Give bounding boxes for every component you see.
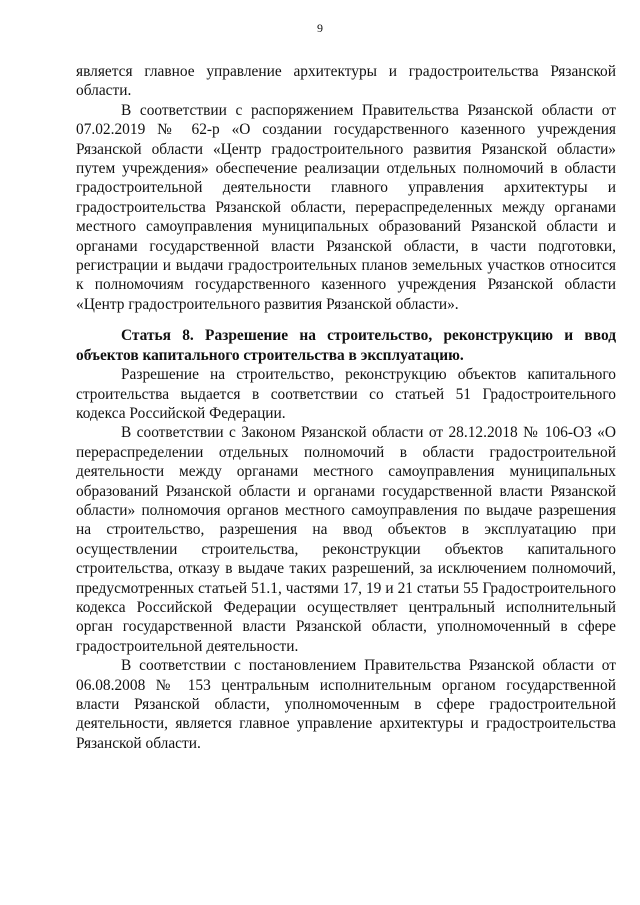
paragraph-postanovlenie-153: В соответствии с постановлением Правительства Рязанской области от 06.08.2008 № 153 центральным исполнительным органом государственной власти Рязанской области, уполномоченным в сфере градостроительной деятельности, является главное управление архитектуры и градостроительства Рязанской области. <box>76 657 616 752</box>
page-number: 9 <box>317 21 323 35</box>
paragraph-permit-issuance: Разрешение на строительство, реконструкцию объектов капитального строительства выдается в соответствии со статьей 51 Градостроительного кодекса Российской Федерации. <box>76 366 616 422</box>
paragraph-continuation: является главное управление архитектуры и градостроительства Рязанской области. <box>76 63 616 100</box>
document-body <box>76 62 616 753</box>
paragraph-rasporyazhenie: В соответствии с распоряжением Правительства Рязанской области от 07.02.2019 № 62-р «О создании государственного казенного учреждения Рязанской области «Центр градостроительного развития Рязанской области» путем учреждения» обеспечение реализации отдельных полномочий в области градостроительной деятельности главного управления архитектуры и градостроительства Рязанской области, перераспределенных между органами местного самоуправления муниципальных образований Рязанской области и органами государственной власти Рязанской области, в части подготовки, регистрации и выдачи градостроительных планов земельных участков относится к полномочиям государственного казенного учреждения Рязанской области «Центр градостроительного развития Рязанской области». <box>76 101 616 313</box>
paragraph-law-106-oz: В соответствии с Законом Рязанской области от 28.12.2018 № 106-ОЗ «О перераспределении отдельных полномочий в области градостроительной деятельности между органами местного самоуправления муниципальных образований Рязанской области и органами государственной власти Рязанской области» полномочия органов местного самоуправления по выдаче разрешения на строительство, разрешения на ввод объектов в эксплуатацию при осуществлении строительства, реконструкции объектов капитального строительства, отказу в выдаче таких разрешений, за исключением полномочий, предусмотренных статьей 51.1, частями 17, 19 и 21 статьи 55 Градостроительного кодекса Российской Федерации осуществляет центральный исполнительный орган государственной власти Рязанской области, уполномоченный в сфере градостроительной деятельности. <box>76 424 616 655</box>
article-8-heading: Статья 8. Разрешение на строительство, реконструкцию и ввод объектов капитального строительства в эксплуатацию. <box>76 327 616 364</box>
